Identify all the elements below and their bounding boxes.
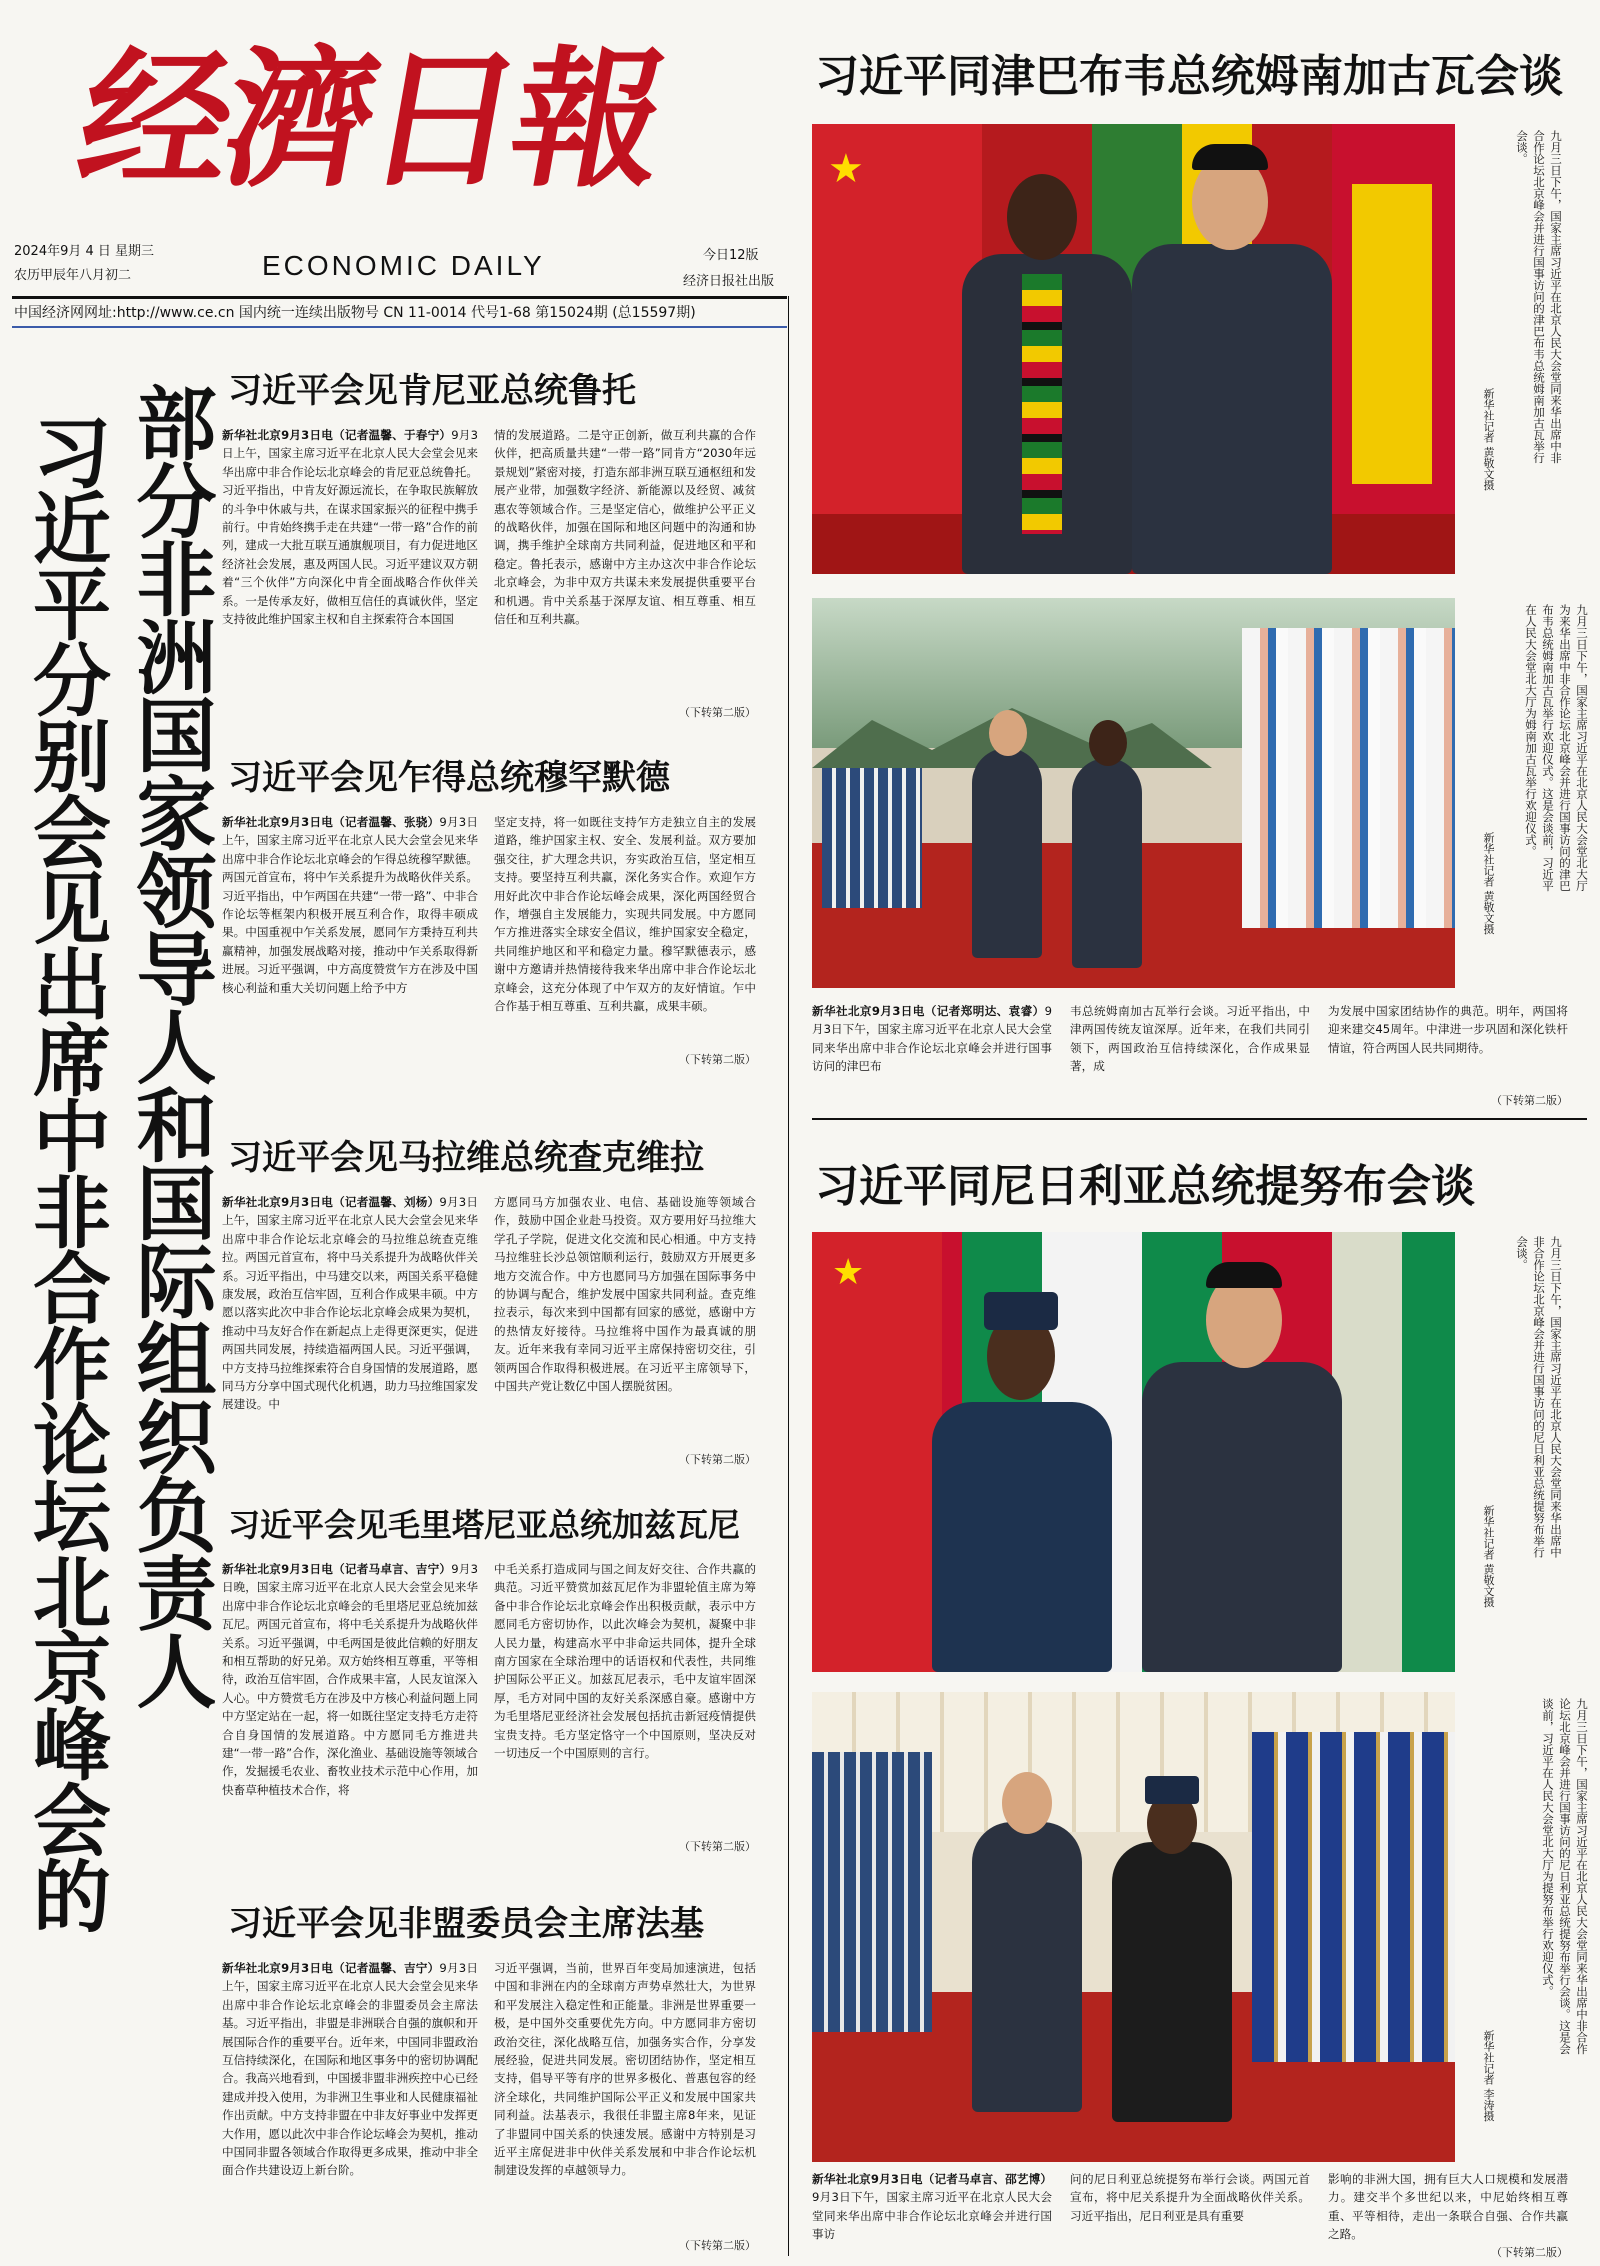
story-column [494,1959,756,2235]
continued-note[interactable]: （下转第二版） [679,706,756,719]
story-column [222,1959,478,2255]
lunar-date: 农历甲辰年八月初二 [14,268,132,283]
zim-story [812,1002,1587,1114]
story-text: 9月3日下午，国家主席习近平在北京人民大会堂同来华出席中非合作论坛北京峰会并进行国事访问的津巴布 [812,1004,1052,1074]
story-byline: 新华社北京9月3日电（记者温馨、于春宁） [222,428,452,442]
story-headline[interactable]: 习近平会见非盟委员会主席法基 [228,1904,704,1944]
story-column [222,426,478,722]
story-column [1070,1002,1310,1110]
story-text: 影响的非洲大国，拥有巨大人口规模和发展潜力。建交半个多世纪以来，中尼始终相互尊重、平等相待，走出一条联合自强、合作共赢之路。 [1328,2172,1568,2242]
head [1089,720,1127,766]
cap [984,1292,1058,1330]
ng-photo-welcome[interactable] [812,1692,1455,2162]
cap [1145,1776,1199,1804]
story-byline: 新华社北京9月3日电（记者郑明达、袁睿） [812,1004,1045,1018]
person [1112,1842,1232,2122]
story-column [222,1193,478,1469]
story-text: 中毛关系打造成同与国之间友好交往、合作共赢的典范。习近平赞赏加兹瓦尼作为非盟轮值主席为筹备中非合作论坛北京峰会作出积极贡献，表示中方愿同毛方密切协作，以此次峰会为契机，凝聚中非人民力量，构建高水平中非命运共同体，提升全球南方国家在全球治理中的话语权和代表性，共同维护国际公平正义。加兹瓦尼表示，毛中友谊牢固深厚，毛方对同中国的友好关系深感自豪。感谢中方为毛里塔尼亚经济社会发展包括抗击新冠疫情提供宝贵支持。毛方坚定恪守一个中国原则，坚决反对一切违反一个中国原则的言行。 [494,1562,756,1761]
story-byline: 新华社北京9月3日电（记者温馨、张骁） [222,815,440,829]
story-text: 方愿同马方加强农业、电信、基础设施等领域合作，鼓励中国企业赴马投资。双方要用好马拉维大学孔子学院，促进文化交流和民心相通。中方支持马拉维驻长沙总领馆顺利运行，鼓励双方开展更多地方交流合作。中方也愿同马方加强在国际事务中的协调与配合，维护发展中国家共同利益。查克维拉表示，每次来到中国都有回家的感觉，感谢中方的热情友好接待。马拉维将中国作为最真诚的朋友。近年来我有幸同习近平主席保持密切交往，引领两国合作取得积极进展。在习近平主席领导下，中国共产党让数亿中国人摆脱贫困。 [494,1195,756,1394]
story-malawi [222,1130,788,1469]
lead-title-line1: 部分非洲国家领导人和国际组织负责人 [123,382,217,1708]
story-au [222,1896,788,2255]
zim-photo-welcome[interactable] [812,598,1455,988]
story-column [812,2170,1052,2260]
story-headline[interactable]: 习近平会见毛里塔尼亚总统加兹瓦尼 [228,1506,741,1544]
flag-china-left [812,1232,942,1672]
lead-title-line2: 习近平分别会见出席中非合作论坛北京峰会的 [20,412,111,1932]
zim-caption-1: 九月三日下午，国家主席习近平在北京人民大会堂同来华出席中非合作论坛北京峰会并进行国事访问的津巴布韦总统姆南加古瓦举行会谈。 [1515,130,1563,464]
story-mauritania [222,1500,788,1856]
story-text: 韦总统姆南加古瓦举行会谈。习近平指出，中津两国传统友谊深厚。近年来，在我们共同引领下，两国政治互信持续深化，合作成果显著，成 [1070,1004,1310,1074]
issue-date: 2024年9月 4 日 星期三 [14,244,155,259]
honor-guard [822,768,922,908]
continued-note[interactable]: （下转第二版） [1491,1094,1568,1107]
story-headline[interactable]: 习近平会见乍得总统穆罕默德 [228,758,670,798]
hair [1192,144,1268,170]
zim-headline[interactable]: 习近平同津巴布韦总统姆南加古瓦会谈 [815,51,1563,102]
story-column [494,1560,756,1836]
masthead-rule [12,296,787,299]
story-byline: 新华社北京9月3日电（记者温馨、吉宁） [222,1961,440,1975]
english-title: ECONOMIC DAILY [262,250,545,281]
story-column [222,1560,478,1856]
head [1002,1772,1052,1834]
ng-caption-2: 九月三日下午，国家主席习近平在北京人民大会堂同来华出席中非合作论坛北京峰会并进行国事访问的尼日利亚总统提努布举行会谈。这是会谈前，习近平在人民大会堂北大厅为提努布举行欢迎仪式。 [1541,1698,1589,2055]
story-column [1328,2170,1568,2242]
person [972,1822,1082,2112]
section-rule [812,1118,1587,1120]
story-column [1070,2170,1310,2260]
continued-note[interactable]: （下转第二版） [679,1453,756,1466]
story-text: 习近平强调，当前，世界百年变局加速演进，包括中国和非洲在内的全球南方声势卓然壮大，为世界和平发展注入稳定性和正能量。非洲是世界重要一极，是中国外交重要优先方向。中方愿同非方密切政治交往，深化战略互信，加强务实合作，分享发展经验，促进共同发展。密切团结协作，坚定相互支持，倡导平等有序的世界多极化、普惠包容的经济全球化，共同维护国际公平正义和发展中国家共同利益。法基表示，我很任非盟主席8年来，见证了非盟同中国关系的快速发展。感谢中方特别是习近平主席促进非中伙伴关系发展和中非合作论坛机制建设发挥的卓越领导力。 [494,1961,756,2178]
story-kenya [222,363,788,722]
head [1007,174,1077,260]
ng-credit-1: 新华社记者 黄敬文摄 [1482,1505,1495,1608]
person [1132,244,1332,574]
story-text: 9月3日晚，国家主席习近平在北京人民大会堂会见来华出席中非合作论坛北京峰会的毛里塔尼亚总统加兹瓦尼。两国元首宣布，将中毛关系提升为战略伙伴关系。习近平强调，中毛两国是彼此信赖的好朋友和相互帮助的好兄弟。双方始终相互尊重，平等相待，政治互信牢固，合作成果丰富，人民友谊深入人心。中方赞赏毛方在涉及中方核心利益问题上同中方坚定站在一起，将一如既往坚定支持毛方走符合自身国情的发展道路。中方愿同毛方推进共建“一带一路”合作，深化渔业、基础设施等领域合作，发掘援毛农业、畜牧业技术示范中心作用，加快畜草种植技术合作，将 [222,1562,478,1797]
ng-credit-2: 新华社记者 李涛摄 [1482,2030,1495,2122]
scarf [1022,274,1062,534]
flag-star-icon: ★ [828,146,864,192]
story-text: 为发展中国家团结协作的典范。明年，两国将迎来建交45周年。中津进一步巩固和深化铁杆情谊，符合两国人民共同期待。 [1328,1004,1568,1055]
story-byline: 新华社北京9月3日电（记者马卓言、吉宁） [222,1562,452,1576]
page-count: 今日12版 [703,248,759,263]
story-column [1328,1002,1568,1090]
story-text: 情的发展道路。二是守正创新，做互利共赢的合作伙伴，把高质量共建“一带一路”同肯方“2030年远景规划”紧密对接，打造东部非洲互联互通枢纽和发展产业带，加强数字经济、新能源以及经贸、减贫惠农等领域合作。三是坚定信心，做维护公平正义的战略伙伴，加强在国际和地区问题中的沟通和协调，携手维护全球南方共同利益，促进地区和平和稳定。鲁托表示，感谢中方主办这次中非合作论坛北京峰会，为非中双方共谋未来发展提供重要平台和机遇。肯中关系基于深厚友谊、相互尊重、相互信任和互利共赢。 [494,428,756,627]
story-column [494,1193,756,1449]
story-column [812,1002,1052,1110]
ng-caption-1: 九月三日下午，国家主席习近平在北京人民大会堂同来华出席中非合作论坛北京峰会并进行国事访问的尼日利亚总统提努布举行会谈。 [1515,1236,1563,1558]
ng-photo-meeting[interactable] [812,1232,1455,1672]
story-text: 9月3日下午，国家主席习近平在北京人民大会堂同来华出席中非合作论坛北京峰会并进行国事访 [812,2190,1052,2242]
hair [1206,1262,1282,1288]
story-text: 9月3日上午，国家主席习近平在北京人民大会堂会见来华出席中非合作论坛北京峰会的乍得总统穆罕默德。两国元首宣布，将中乍关系提升为战略伙伴关系。习近平指出，中乍两国在共建“一带一路”、中非合作论坛等框架内积极开展互利合作，取得丰硕成果。中国重视中乍关系发展，愿同乍方秉持互利共赢精神，加强发展战略对接，推动中乍关系取得新进展。习近平强调，中方高度赞赏乍方在涉及中国核心利益和重大关切问题上给予中方 [222,815,478,995]
publisher: 经济日报社出版 [683,274,775,289]
head [989,710,1027,756]
column-divider [788,296,789,2256]
zim-caption-2: 九月三日下午，国家主席习近平在北京人民大会堂北大厅为来华出席中非合作论坛北京峰会并进行国事访问的津巴布韦总统姆南加古瓦举行欢迎仪式。这是会谈前，习近平在人民大会堂北大厅为姆南加古瓦举行欢迎仪式。 [1524,604,1589,892]
continued-note[interactable]: （下转第二版） [679,1053,756,1066]
flag-star-icon: ★ [832,1252,865,1293]
story-text: 9月3日上午，国家主席习近平在北京人民大会堂会见来华出席中非合作论坛北京峰会的肯尼亚总统鲁托。习近平指出，中肯友好源远流长，在争取民族解放的斗争中休戚与共，在谋求国家振兴的征程中携手前行。中肯始终携手走在共建“一带一路”合作的前列，建成一大批互联互通旗舰项目，有力促进地区经济社会发展，惠及两国人民。习近平建议双方朝着“三个伙伴”方向深化中肯全面战略合作伙伴关系。一是传承友好，做相互信任的真诚伙伴，坚定支持彼此维护国家主权和自主探索符合本国国 [222,428,478,627]
continued-note[interactable]: （下转第二版） [679,2239,756,2252]
flag-ng-stripe [1402,1232,1455,1672]
person [1072,758,1142,968]
honor-guard [1252,1732,1455,2062]
url-bar-rule [12,326,787,328]
story-column [494,813,756,1049]
story-headline[interactable]: 习近平会见马拉维总统查克维拉 [228,1138,704,1178]
story-chad [222,750,788,1069]
ng-story [812,2170,1587,2262]
story-column [222,813,478,1069]
children-welcoming [1242,628,1455,928]
newspaper-logo: 经濟日報 [66,32,674,208]
story-text: 9月3日上午，国家主席习近平在北京人民大会堂会见来华出席中非合作论坛北京峰会的非盟委员会主席法基。习近平指出，非盟是非洲联合自强的旗帜和开展国际合作的重要平台。近年来，中国同非盟政治互信持续深化，在国际和地区事务中的密切协调配合。我高兴地看到，中国援非盟非洲疾控中心已经建成并投入使用，为非洲卫生事业和人民健康福祉作出贡献。中方支持非盟在中非友好事业中发挥更大作用，愿以此次中非合作论坛峰会为契机，推动中国同非盟各领域合作取得更多成果，推动中非全面合作共建设迈上新台阶。 [222,1961,478,2178]
url-bar[interactable]: 中国经济网网址:http://www.ce.cn 国内统一连续出版物号 CN 11-0014 代号1-68 第15024期 (总15597期) [14,305,696,321]
story-headline[interactable]: 习近平会见肯尼亚总统鲁托 [228,371,636,411]
story-text: 坚定支持，将一如既往支持乍方走独立自主的发展道路，维护国家主权、安全、发展利益。双方要加强交往，扩大理念共识，夯实政治互信，坚定相互支持。要坚持互利共赢，深化务实合作。欢迎乍方用好此次中非合作论坛峰会成果，深化两国经贸合作，增强自主发展能力，实现共同发展。中方愿同乍方推进落实全球安全倡议，维护国家安全稳定，共同维护地区和平和稳定力量。穆罕默德表示，感谢中方邀请并热情接待我来华出席中非合作论坛北京峰会，这充分体现了中乍双方的友好情谊。乍中合作基于相互尊重、互利共赢，成果丰硕。 [494,815,756,1014]
zim-credit-2: 新华社记者 黄敬文摄 [1482,832,1495,935]
story-text: 问的尼日利亚总统提努布举行会谈。两国元首宣布，将中尼关系提升为全面战略伙伴关系。习近平指出，尼日利亚是具有重要 [1070,2172,1310,2223]
story-byline: 新华社北京9月3日电（记者温馨、刘杨） [222,1195,440,1209]
ng-headline[interactable]: 习近平同尼日利亚总统提努布会谈 [815,1161,1475,1212]
zim-photo-handshake[interactable] [812,124,1455,574]
person [1142,1362,1342,1672]
flag-zim-stripe [1352,184,1432,484]
story-byline: 新华社北京9月3日电（记者马卓言、邵艺博） [812,2172,1052,2186]
continued-note[interactable]: （下转第二版） [1491,2246,1568,2259]
continued-note[interactable]: （下转第二版） [679,1840,756,1853]
story-column [494,426,756,702]
masthead [66,20,692,230]
honor-guard [812,1752,932,2032]
person [972,748,1042,958]
person [932,1402,1112,1672]
zim-credit-1: 新华社记者 黄敬文摄 [1482,388,1495,491]
story-text: 9月3日上午，国家主席习近平在北京人民大会堂会见来华出席中非合作论坛北京峰会的马拉维总统查克维拉。两国元首宣布，将中马关系提升为战略伙伴关系。习近平指出，中马建交以来，两国关系平稳健康发展，政治互信牢固，互利合作成果丰硕。中方愿以落实此次中非合作论坛北京峰会成果为契机，推动中马友好合作在新起点上走得更深更实，促进两国共同发展，持续造福两国人民。习近平强调，中方支持马拉维探索符合自身国情的发展道路，愿同马方分享中国式现代化机遇，助力马拉维国家发展建设。中 [222,1195,478,1412]
